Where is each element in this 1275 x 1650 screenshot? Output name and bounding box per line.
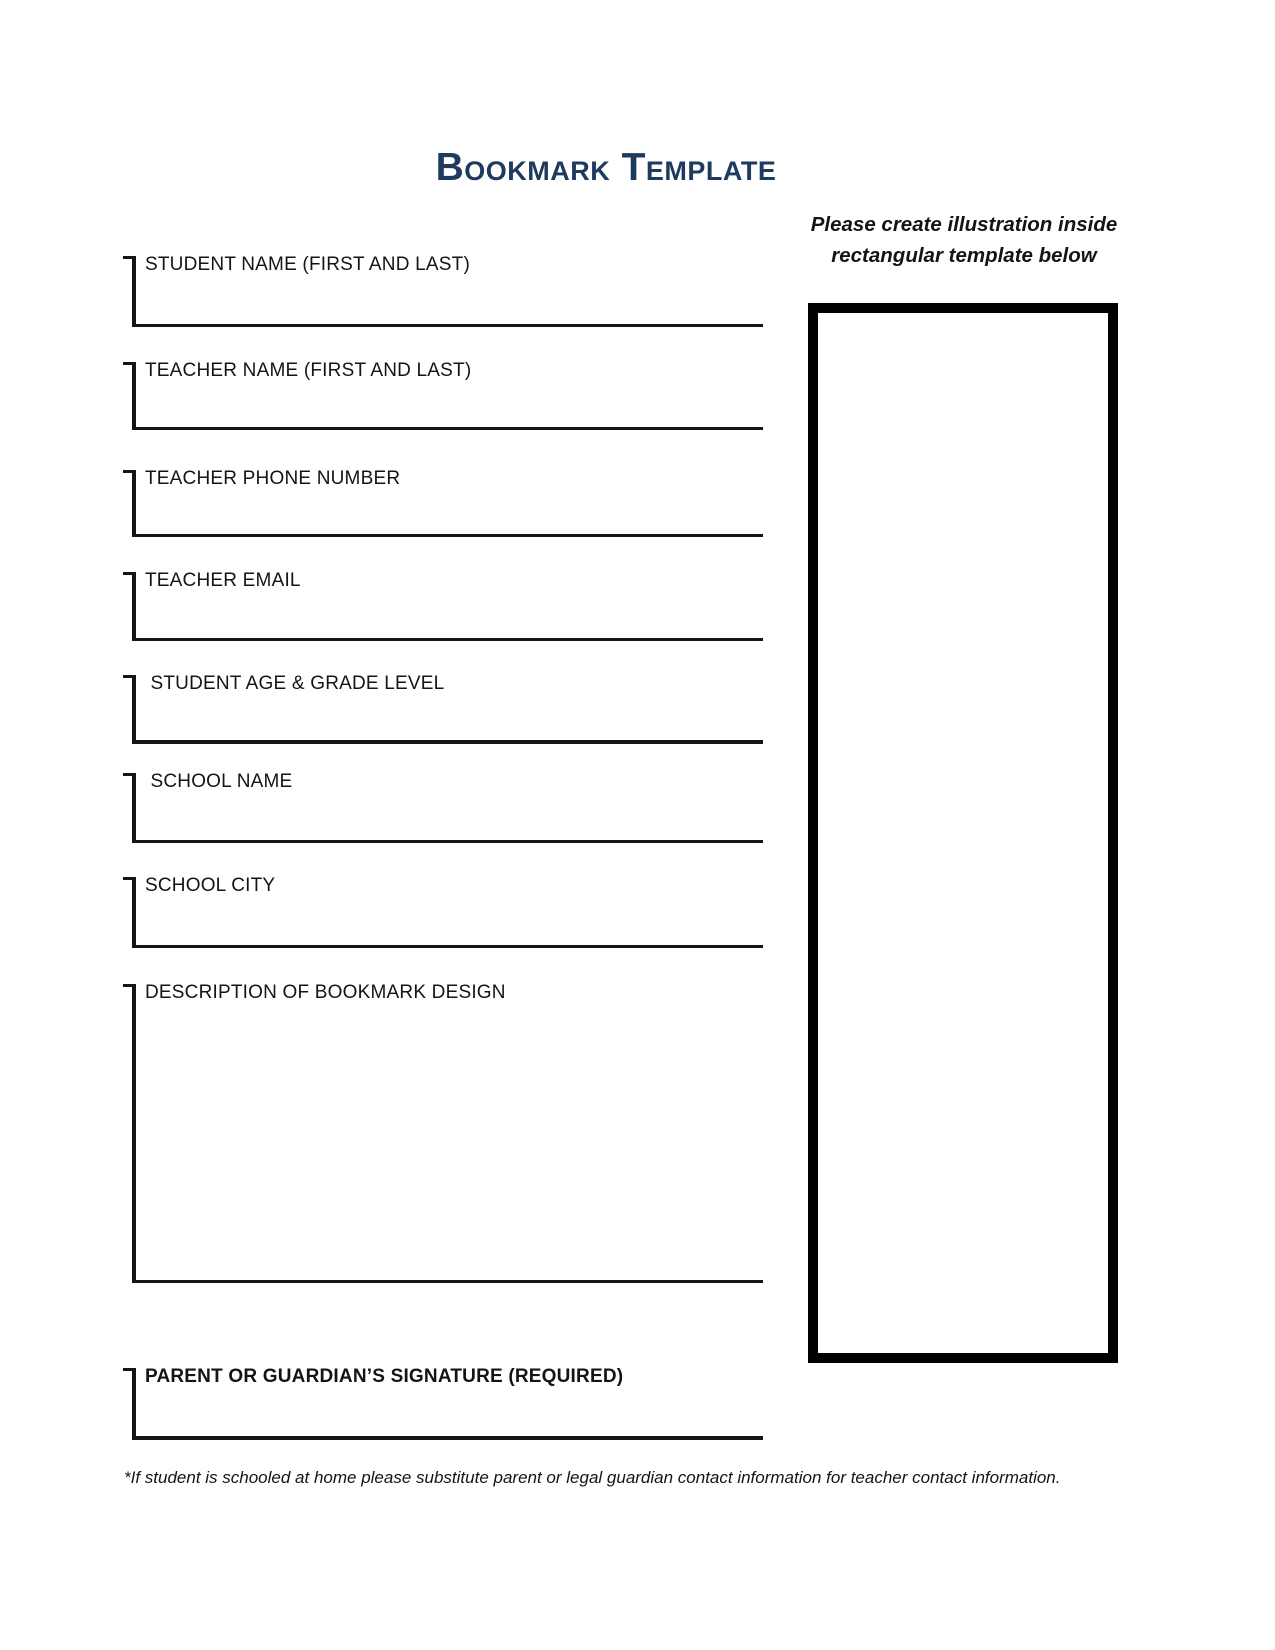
home-school-footnote: *If student is schooled at home please substitute parent or legal guardian contact information for teacher contact information. [124, 1468, 1061, 1487]
teacher-phone-field[interactable] [132, 470, 763, 537]
teacher-name-field[interactable] [132, 362, 763, 430]
illustration-instruction-line1: Please create illustration inside [810, 213, 1118, 236]
student-age-grade-field[interactable] [132, 675, 763, 744]
page-title-wrap [0, 146, 1212, 190]
illustration-instruction-line2: rectangular template below [831, 244, 1097, 267]
bookmark-description-field[interactable] [132, 984, 763, 1283]
teacher-email-label: TEACHER EMAIL [145, 570, 301, 591]
illustration-instruction [772, 209, 1156, 271]
guardian-signature-field[interactable] [132, 1368, 763, 1440]
student-name-field[interactable] [132, 256, 763, 327]
student-name-label: STUDENT NAME (FIRST AND LAST) [145, 254, 470, 275]
page-title: Bookmark Template [435, 146, 777, 189]
school-city-field[interactable] [132, 877, 763, 948]
teacher-name-label: TEACHER NAME (FIRST AND LAST) [145, 360, 472, 381]
guardian-signature-label: PARENT OR GUARDIAN’S SIGNATURE (REQUIRED) [145, 1366, 624, 1387]
school-city-label: SCHOOL CITY [145, 875, 276, 896]
teacher-email-field[interactable] [132, 572, 763, 641]
school-name-label: SCHOOL NAME [145, 771, 293, 792]
illustration-area[interactable] [808, 303, 1118, 1363]
bookmark-description-label: DESCRIPTION OF BOOKMARK DESIGN [145, 982, 506, 1003]
teacher-phone-label: TEACHER PHONE NUMBER [145, 468, 401, 489]
school-name-field[interactable] [132, 773, 763, 843]
student-age-grade-label: STUDENT AGE & GRADE LEVEL [145, 673, 445, 694]
